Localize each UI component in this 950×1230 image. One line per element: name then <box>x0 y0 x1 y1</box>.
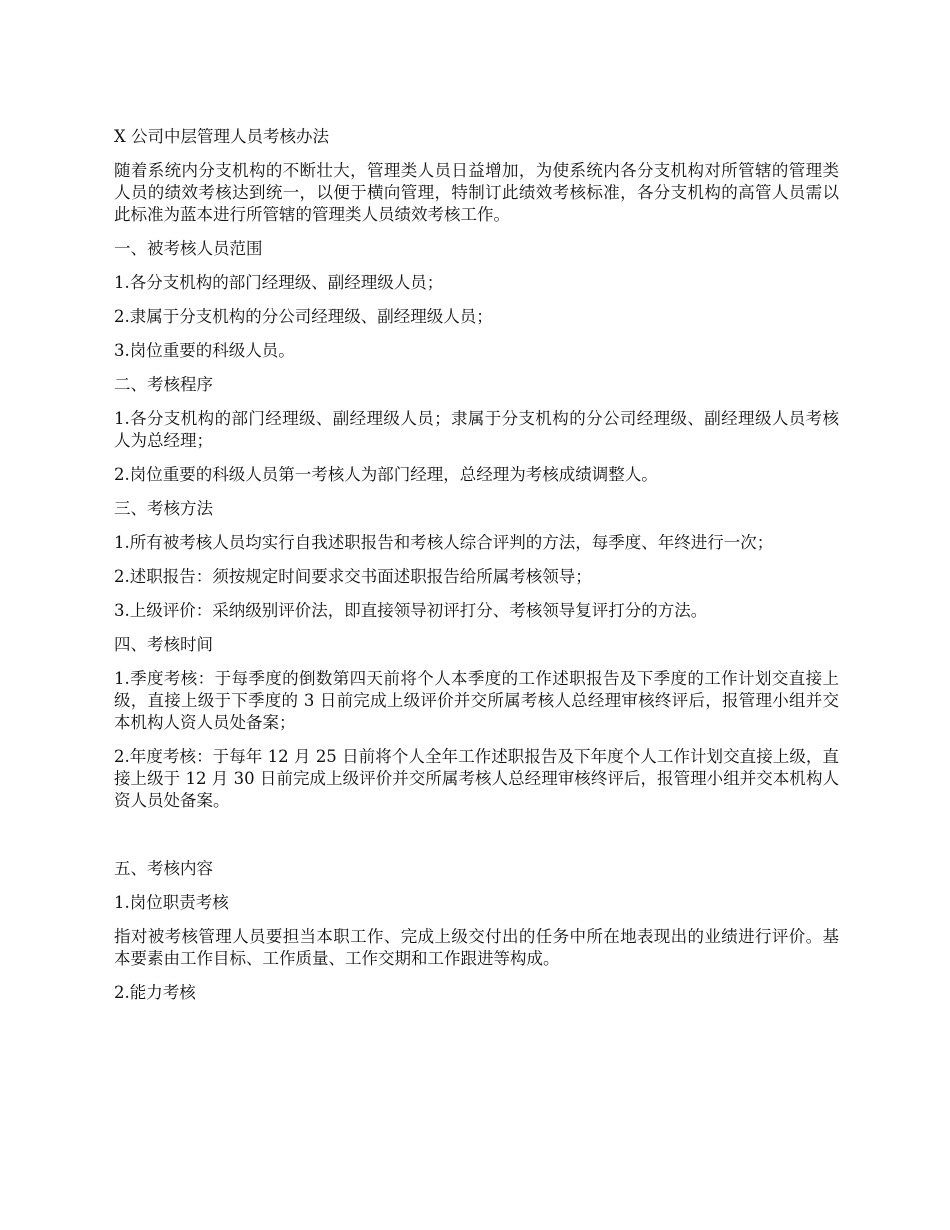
document-page <box>114 126 839 1016</box>
content-item-2: 2.能力考核 <box>114 983 196 1002</box>
procedure-item-1: 1.各分支机构的部门经理级、副经理级人员；隶属于分支机构的分公司经理级、副经理级人员考核人为总经理； <box>114 409 839 450</box>
intro-paragraph: 随着系统内分支机构的不断壮大，管理类人员日益增加，为使系统内各分支机构对所管辖的管理类人员的绩效考核达到统一，以便于横向管理，特制订此绩效考核标准，各分支机构的高管人员需以此标准为蓝本进行所管辖的管理类人员绩效考核工作。 <box>114 161 839 224</box>
paragraph-gap <box>114 824 839 858</box>
section-heading-time: 四、考核时间 <box>114 635 213 654</box>
section-heading-procedure: 二、考核程序 <box>114 375 213 394</box>
section-heading-method: 三、考核方法 <box>114 499 213 518</box>
scope-item-1: 1.各分支机构的部门经理级、副经理级人员； <box>114 273 444 292</box>
scope-item-3: 3.岗位重要的科级人员。 <box>114 341 295 360</box>
content-item-1: 1.岗位职责考核 <box>114 893 229 912</box>
section-heading-content: 五、考核内容 <box>114 859 213 878</box>
method-item-2: 2.述职报告：须按规定时间要求交书面述职报告给所属考核领导； <box>114 567 592 586</box>
content-item-1-description: 指对被考核管理人员要担当本职工作、完成上级交付出的任务中所在地表现出的业绩进行评价。基本要素由工作目标、工作质量、工作交期和工作跟进等构成。 <box>114 927 839 968</box>
method-item-1: 1.所有被考核人员均实行自我述职报告和考核人综合评判的方法，每季度、年终进行一次； <box>114 533 774 552</box>
section-heading-scope: 一、被考核人员范围 <box>114 239 263 258</box>
scope-item-2: 2.隶属于分支机构的分公司经理级、副经理级人员； <box>114 307 493 326</box>
time-item-1: 1.季度考核：于每季度的倒数第四天前将个人本季度的工作述职报告及下季度的工作计划交直接上级，直接上级于下季度的 3 日前完成上级评价并交所属考核人总经理审核终评后，报管理小组并交本机构人资人员处备案； <box>114 669 839 732</box>
time-item-2: 2.年度考核：于每年 12 月 25 日前将个人全年工作述职报告及下年度个人工作计划交直接上级，直接上级于 12 月 30 日前完成上级评价并交所属考核人总经理审核终评后，报管理小组并交本机构人资人员处备案。 <box>114 747 839 810</box>
document-title: X 公司中层管理人员考核办法 <box>114 127 329 146</box>
method-item-3: 3.上级评价：采纳级别评价法，即直接领导初评打分、考核领导复评打分的方法。 <box>114 601 708 620</box>
procedure-item-2: 2.岗位重要的科级人员第一考核人为部门经理，总经理为考核成绩调整人。 <box>114 465 658 484</box>
